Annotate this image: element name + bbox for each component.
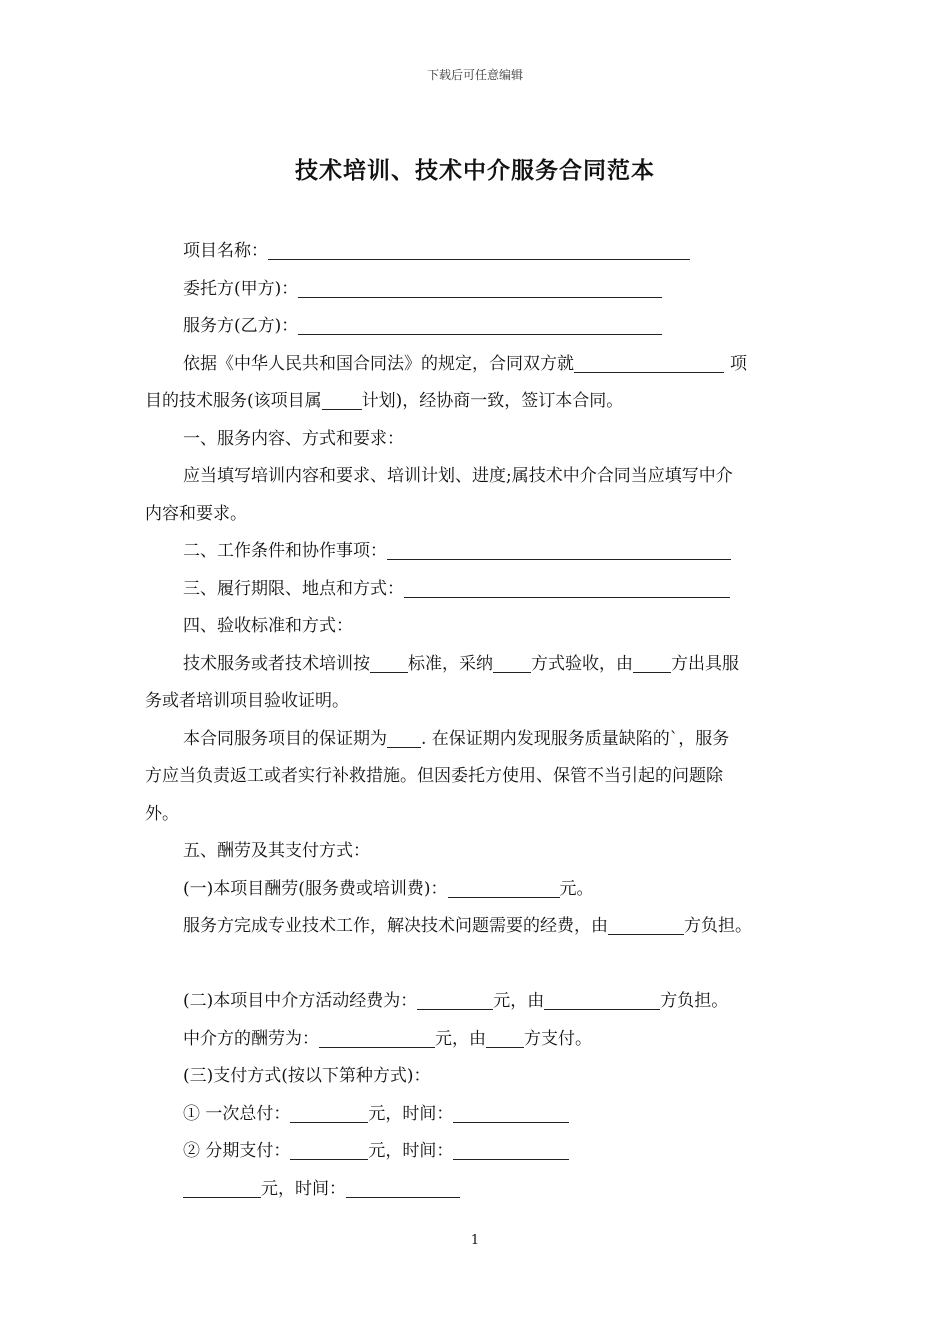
section5-heading: 五、酬劳及其支付方式： — [183, 841, 370, 861]
intermediary-fee-end: 方支付。 — [524, 1028, 592, 1049]
acceptance-text-a: 技术服务或者技术培训按 — [183, 653, 370, 674]
section2-label: 二、工作条件和协作事项： — [183, 541, 387, 561]
section3-label: 三、履行期限、地点和方式： — [183, 578, 404, 599]
fee-line — [145, 871, 825, 909]
warranty-line3: 外。 — [145, 803, 179, 824]
basis-text-3: 计划)，经协商一致，签订本合同。 — [361, 391, 624, 411]
installment-label: ② 分期支付： — [183, 1141, 291, 1161]
expense-text-end: 方负担。 — [684, 916, 752, 936]
basis-paragraph-line1 — [145, 346, 825, 384]
acceptance-text-d: 方出具服 — [671, 653, 739, 674]
lump-sum-label: ① 一次总付： — [183, 1103, 291, 1124]
client-label: 委托方(甲方)： — [183, 278, 299, 299]
installment-amount-blank — [290, 1137, 368, 1160]
lump-sum-time-blank — [453, 1100, 569, 1123]
basis-text-2: 目的技术服务(该项目属 — [145, 391, 322, 411]
section1-line1: 应当填写培训内容和要求、培训计划、进度;属技术中介合同当应填写中介 — [183, 466, 733, 486]
lump-sum-line — [145, 1096, 825, 1134]
project-name-line — [145, 233, 825, 271]
project-name-blank — [268, 237, 690, 260]
basis-text: 依据《中华人民共和国合同法》的规定，合同双方就 — [183, 353, 574, 374]
lump-sum-amount-blank — [290, 1100, 368, 1123]
acceptance-text-b: 标准，采纳 — [408, 653, 493, 674]
expense-blank — [608, 912, 684, 935]
installment2-time-blank — [346, 1175, 460, 1198]
basis-text-end: 项 — [730, 353, 747, 374]
section2-line — [145, 533, 825, 571]
warranty-text-b: . 在保证期内发现服务质量缺陷的`，服务 — [421, 728, 730, 749]
warranty-blank — [387, 725, 421, 748]
section2-blank — [387, 537, 731, 560]
blank-line — [145, 946, 825, 984]
fee-blank — [448, 875, 560, 898]
standard-blank — [370, 650, 408, 673]
provider-line — [145, 308, 825, 346]
intermediary-expense-line — [145, 983, 825, 1021]
issuer-blank — [633, 650, 671, 673]
section4-line2: 务或者培训项目验收证明。 — [145, 691, 349, 711]
expense-line — [145, 908, 825, 946]
section4-line1 — [145, 646, 825, 684]
expense-text: 服务方完成专业技术工作，解决技术问题需要的经费，由 — [183, 916, 608, 936]
provider-label: 服务方(乙方)： — [183, 316, 299, 336]
client-blank — [298, 275, 662, 298]
intermediary-fee-line — [145, 1021, 825, 1059]
section1-heading: 一、服务内容、方式和要求： — [183, 428, 404, 449]
intermediary-expense-label: (二)本项目中介方活动经费为： — [183, 991, 418, 1011]
section3-line — [145, 571, 825, 609]
method-blank — [493, 650, 531, 673]
section4-heading: 四、验收标准和方式： — [183, 616, 353, 636]
warranty-text-a: 本合同服务项目的保证期为 — [183, 728, 387, 749]
intermediary-fee-payer-blank — [486, 1025, 524, 1048]
intermediary-fee-blank — [319, 1025, 435, 1048]
installment-line2 — [145, 1171, 825, 1209]
installment2-time-label: 元，时间： — [261, 1178, 346, 1199]
section3-blank — [404, 575, 730, 598]
project-name-label: 项目名称： — [183, 241, 268, 261]
plan-blank — [322, 387, 362, 410]
installment-time-label: 元，时间： — [368, 1141, 454, 1161]
page-number: 1 — [470, 1233, 480, 1248]
intermediary-payer-blank — [544, 987, 660, 1010]
provider-blank — [298, 312, 662, 335]
fee-label: (一)本项目酬劳(服务费或培训费)： — [183, 878, 448, 899]
installment2-amount-blank — [183, 1175, 261, 1198]
page-header-note: 下载后可任意编辑 — [426, 68, 523, 82]
basis-blank — [574, 350, 724, 373]
document-title: 技术培训、技术中介服务合同范本 — [295, 157, 655, 184]
intermediary-fee-label: 中介方的酬劳为： — [183, 1028, 319, 1049]
document-body — [145, 233, 825, 1208]
intermediary-expense-blank — [417, 987, 493, 1010]
intermediary-fee-text: 元，由 — [435, 1028, 486, 1049]
section1-line2: 内容和要求。 — [145, 503, 247, 524]
payment-method-line: (三)支付方式(按以下第种方式)： — [183, 1066, 431, 1086]
intermediary-expense-end: 方负担。 — [660, 991, 729, 1011]
client-line — [145, 271, 825, 309]
basis-paragraph-line2 — [145, 383, 825, 421]
installment-time-blank — [453, 1137, 569, 1160]
acceptance-text-c: 方式验收，由 — [531, 653, 633, 674]
intermediary-expense-text: 元，由 — [493, 991, 545, 1011]
fee-unit: 元。 — [559, 878, 594, 899]
warranty-line1 — [145, 721, 825, 759]
lump-sum-time-label: 元，时间： — [368, 1103, 454, 1124]
installment-line — [145, 1133, 825, 1171]
warranty-line2: 方应当负责返工或者实行补救措施。但因委托方使用、保管不当引起的问题除 — [145, 766, 723, 786]
